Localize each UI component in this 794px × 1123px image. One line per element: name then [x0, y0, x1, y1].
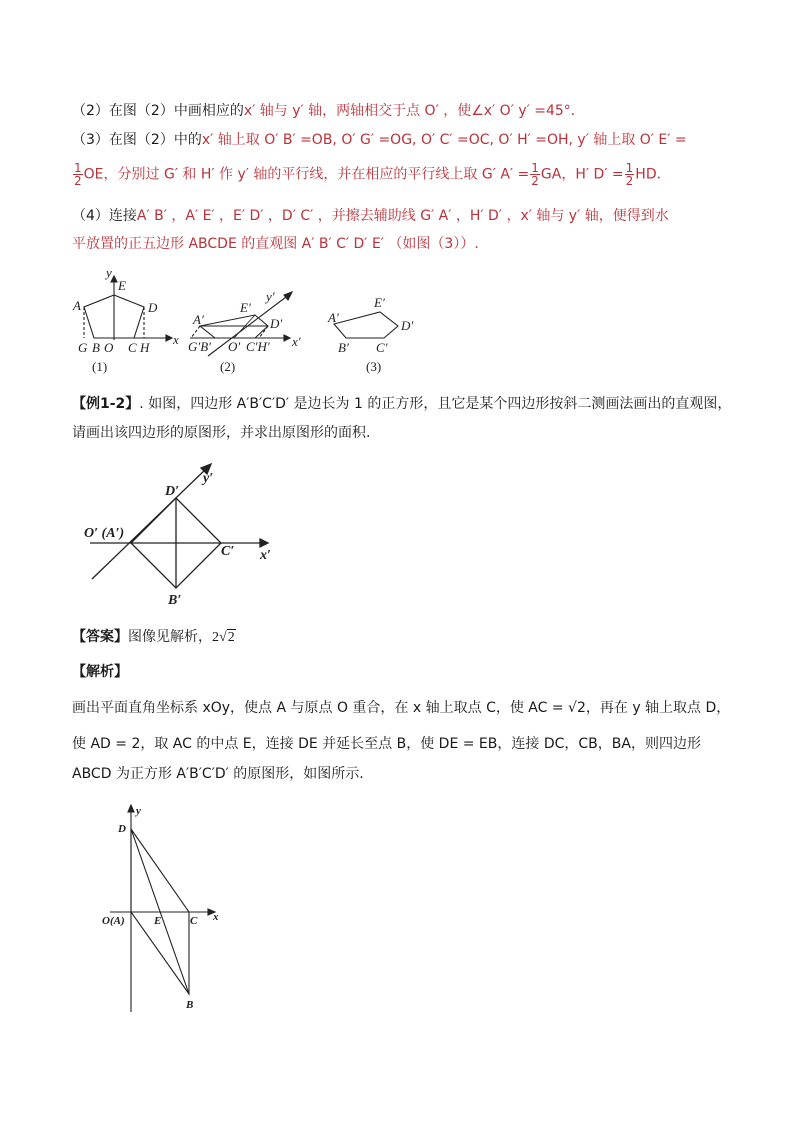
- y-axis-arrow: [128, 805, 134, 812]
- label-E: E: [118, 278, 126, 293]
- answer-tag: 【答案】: [72, 629, 128, 645]
- original-figure: [100, 800, 240, 1015]
- answer-text: 图像见解析，: [128, 629, 212, 645]
- example-text-2: 请画出该四边形的原图形，并求出原图形的面积.: [72, 425, 371, 441]
- analysis-tag-line: [72, 662, 128, 682]
- label-B: B: [186, 999, 194, 1011]
- step-4-red-text-2: 平放置的正五边形 ABCDE 的直观图 A′ B′ C′ D′ E′ （如图（3））.: [72, 236, 479, 252]
- label-x-prime: x′: [292, 334, 301, 349]
- step-2-line: [72, 101, 585, 121]
- fraction-half: $\frac{1}{2}$: [74, 161, 82, 188]
- caption-2: (2): [220, 359, 236, 374]
- label-y-prime: y′: [203, 471, 214, 486]
- label-y: y: [106, 268, 112, 280]
- answer-line: [72, 627, 236, 648]
- step-3-line-1: [72, 130, 687, 150]
- label-E: E: [154, 915, 162, 927]
- label-A-prime: A′: [193, 312, 204, 327]
- label-C: C: [128, 340, 137, 355]
- label-D-prime: D′: [270, 316, 283, 331]
- label-B-prime: B′: [168, 593, 182, 608]
- y-prime-arrow: [284, 292, 292, 300]
- label-A-prime-3: A′: [328, 310, 339, 325]
- fraction-half: $\frac{1}{2}$: [531, 161, 539, 188]
- analysis-text-1: 画出平面直角坐标系 xOy，使点 A 与原点 O 重合，在 x 轴上取点 C，使 AC = √2，再在 y 轴上取点 D，: [72, 700, 731, 716]
- y-axis-arrow: [111, 276, 117, 282]
- label-E-prime: E′: [240, 300, 251, 315]
- label-y: y: [136, 805, 141, 817]
- example-text: . 如图，四边形 A′B′C′D′ 是边长为 1 的正方形，且它是某个四边形按斜二测画法画出的直观图，: [139, 396, 732, 412]
- label-G: G: [78, 340, 88, 355]
- label-GB-prime: G′B′: [188, 339, 212, 354]
- step-2-text: （2）在图（2）中画相应的: [72, 103, 244, 119]
- step-4-line-1: [72, 206, 669, 226]
- label-E-prime-3: E′: [374, 295, 385, 310]
- label-O-prime: O′: [228, 339, 241, 354]
- answer-value: 2√2: [212, 630, 235, 645]
- pentagon-figures: [70, 268, 430, 378]
- x-prime-arrow: [284, 335, 290, 341]
- step-3-red-text-2: OE，分别过 G′ 和 H′ 作 y′ 轴的平行线，并在相应的平行线上取 G′ A′ =: [83, 166, 530, 183]
- step-4-text: （4）连接: [72, 208, 137, 224]
- label-D-prime-3: D′: [401, 318, 414, 333]
- label-B-prime-3: B′: [338, 340, 349, 355]
- fraction-half: $\frac{1}{2}$: [625, 161, 634, 188]
- step-3-line-2: [72, 162, 671, 187]
- label-CH-prime: C′H′: [246, 339, 270, 354]
- x-axis-arrow: [166, 335, 172, 341]
- square-figure: [80, 455, 290, 615]
- caption-1: (1): [92, 359, 108, 374]
- step-3-text: （3）在图（2）中的: [72, 132, 202, 148]
- step-3-red-text-3: GA，H′ D′ =: [540, 166, 624, 183]
- label-x: x: [173, 332, 179, 347]
- analysis-line-2: [72, 734, 701, 754]
- label-H: H: [140, 340, 150, 355]
- label-O-A: O(A): [102, 915, 125, 927]
- figure-3: [334, 312, 398, 338]
- step-4-line-2: [72, 234, 479, 254]
- x-prime-arrow: [260, 539, 268, 547]
- step-2-red-text: x′ 轴与 y′ 轴，两轴相交于点 O′ ，使∠x′ O′ y′ =45°．: [243, 103, 585, 119]
- final-pentagon: [334, 312, 398, 338]
- analysis-line-3: [72, 764, 364, 784]
- label-C: C: [190, 915, 198, 927]
- label-A: A: [73, 298, 81, 313]
- label-D-prime: D′: [165, 484, 180, 499]
- dashed-hd-prime: [259, 326, 268, 338]
- example-tag: 【例1-2】: [72, 396, 140, 412]
- step-4-red-text: A′ B′ ，A′ E′ ，E′ D′ ，D′ C′ ，并擦去辅助线 G′ A′ ，H′ D′ ，x′ 轴与 y′ 轴，便得到水: [136, 208, 669, 224]
- label-y-prime: y′: [266, 289, 275, 304]
- analysis-text-3: ABCD 为正方形 A′B′C′D′ 的原图形，如图所示.: [72, 766, 364, 782]
- label-x-prime: x′: [260, 548, 271, 563]
- label-D: D: [148, 300, 158, 315]
- label-D: D: [118, 823, 126, 835]
- label-O: O: [104, 340, 114, 355]
- analysis-tag: 【解析】: [72, 664, 128, 680]
- analysis-text-2: 使 AD = 2，取 AC 的中点 E，连接 DE 并延长至点 B，使 DE = EB，连接 DC，CB，BA，则四边形: [72, 736, 701, 752]
- example-line-1: [72, 394, 731, 414]
- caption-3: (3): [366, 359, 382, 374]
- example-line-2: [72, 423, 370, 443]
- step-3-red-text: x′ 轴上取 O′ B′ =OB, O′ G′ =OG, O′ C′ =OC, O′ H′ =OH, y′ 轴上取 O′ E′ =: [201, 132, 687, 148]
- step-3-red-text-4: HD．: [635, 166, 671, 183]
- dashed-ga-prime: [191, 326, 200, 338]
- label-C-prime: C′: [221, 544, 235, 559]
- label-x: x: [213, 911, 219, 923]
- label-C-prime-3: C′: [376, 340, 388, 355]
- label-B: B: [92, 340, 100, 355]
- analysis-line-1: [72, 698, 730, 718]
- figure-1: [84, 276, 172, 341]
- label-O-A-prime: O′ (A′): [84, 526, 125, 541]
